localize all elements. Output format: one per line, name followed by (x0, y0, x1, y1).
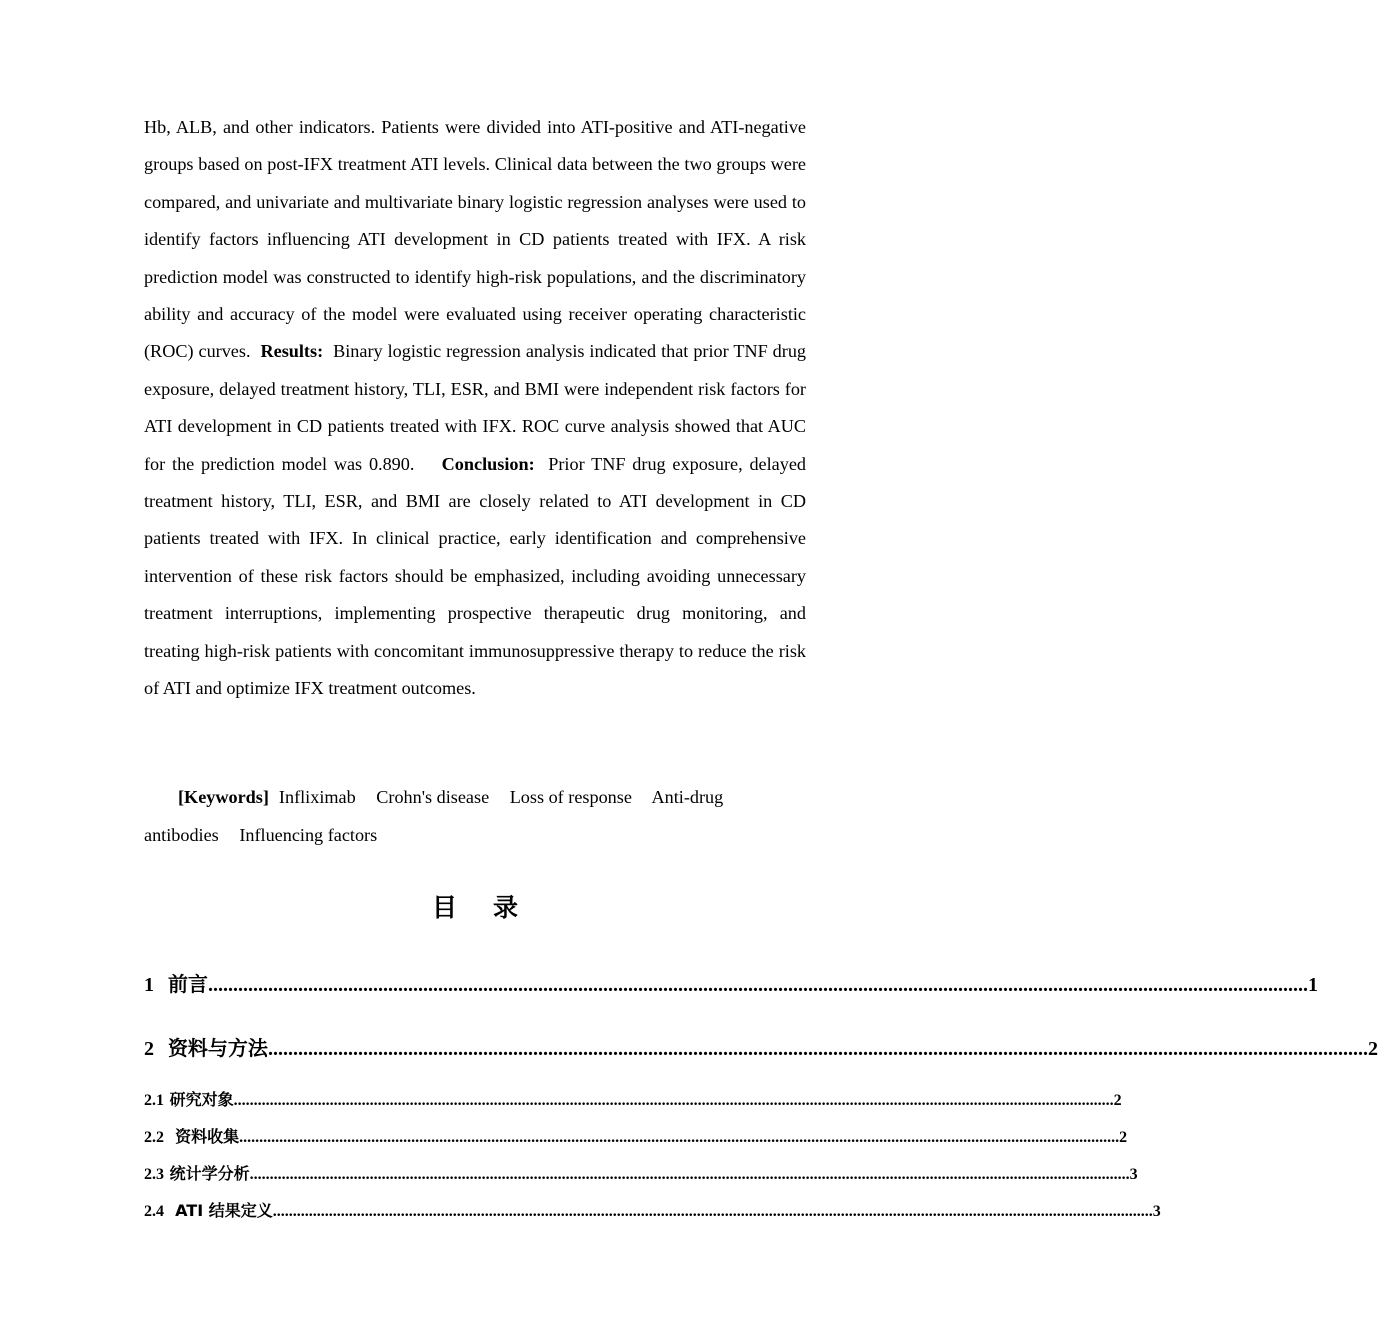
toc-leader-dots: ............................................................................................................................................................................................................................ (239, 1129, 1120, 1146)
toc-leader-dots: ............................................................................................................................................................................................................................ (233, 1092, 1114, 1109)
toc-entry-page: 3 (1129, 1166, 1138, 1183)
toc-leader-dots: ............................................................................................................................................................................................................................ (272, 1203, 1153, 1220)
toc-entry[interactable] (144, 968, 1318, 997)
toc-entry-title: 前言 (167, 972, 208, 996)
toc-entry-number: 2 (144, 1038, 154, 1060)
keywords-label: [Keywords] (178, 787, 269, 807)
keyword: Crohn's disease (376, 787, 490, 807)
toc-title: 目录 (431, 893, 554, 922)
keyword: Influencing factors (239, 825, 378, 845)
toc-entry-page: 1 (1307, 974, 1318, 996)
toc-entry-number: 2.2 (144, 1129, 164, 1146)
toc-entry[interactable] (144, 1161, 1138, 1184)
results-text: Binary logistic regression analysis indicated that prior TNF drug exposure, delayed treatment history, TLI, ESR, and BMI were independent risk factors for ATI development in CD patients treated with IFX. ROC curve analysis showed that AUC for the prediction model was 0.890. (144, 341, 807, 474)
conclusion-text: Prior TNF drug exposure, delayed treatment history, TLI, ESR, and BMI are closely related to ATI development in CD patients treated with IFX. In clinical practice, early identification and comprehensive intervention of these risk factors should be emphasized, including avoiding unnecessary treatment interruptions, implementing prospective therapeutic drug monitoring, and treating high-risk patients with concomitant immunosuppressive therapy to reduce the risk of ATI and optimize IFX treatment outcomes. (144, 453, 806, 699)
toc-entry-page: 2 (1113, 1092, 1122, 1109)
toc-entry-number: 1 (144, 974, 154, 996)
toc-entry-page: 2 (1367, 1038, 1378, 1060)
keyword: Anti-drug antibodies (144, 787, 724, 845)
toc-entry[interactable] (144, 1032, 1378, 1061)
results-label: Results: (260, 341, 324, 362)
toc-entry-number: 2.1 (144, 1092, 164, 1109)
toc-leader-dots: ............................................................................................................................................................................................................................ (249, 1166, 1130, 1183)
keywords-paragraph (144, 778, 806, 854)
toc-entry-title: 统计学分析 (169, 1164, 250, 1183)
toc-entry-title: 资料与方法 (167, 1036, 268, 1060)
toc-entry-number: 2.3 (144, 1166, 164, 1183)
toc-leader-dots: ............................................................................................................................................................................................................................ (207, 974, 1308, 996)
toc-entry-number: 2.4 (144, 1203, 164, 1220)
toc-entry-title: 资料收集 (175, 1127, 240, 1146)
toc-entry[interactable] (144, 1124, 1128, 1147)
conclusion-label: Conclusion: (441, 453, 535, 474)
toc-entry-title: 研究对象 (169, 1090, 234, 1109)
toc-entry[interactable] (144, 1198, 1161, 1221)
abstract-text: Hb, ALB, and other indicators. Patients were divided into ATI-positive and ATI-negative groups based on post-IFX treatment ATI levels. Clinical data between the two groups were compared, and univariate and multivariate binary logistic regression analyses were used to identify factors influencing ATI development in CD patients treated with IFX. A risk prediction model was constructed to identify high-risk populations, and the discriminatory ability and accuracy of the model were evaluated using receiver operating characteristic (ROC) curves. (144, 117, 806, 362)
keyword: Loss of response (509, 787, 632, 807)
keyword: Infliximab (278, 787, 356, 807)
abstract-body (144, 109, 806, 708)
toc-entry[interactable] (144, 1087, 1122, 1110)
toc-leader-dots: ............................................................................................................................................................................................................................ (267, 1038, 1368, 1060)
toc-entry-page: 3 (1152, 1203, 1161, 1220)
toc-entry-page: 2 (1119, 1129, 1128, 1146)
toc-entry-title: ATI 结果定义 (175, 1201, 273, 1220)
